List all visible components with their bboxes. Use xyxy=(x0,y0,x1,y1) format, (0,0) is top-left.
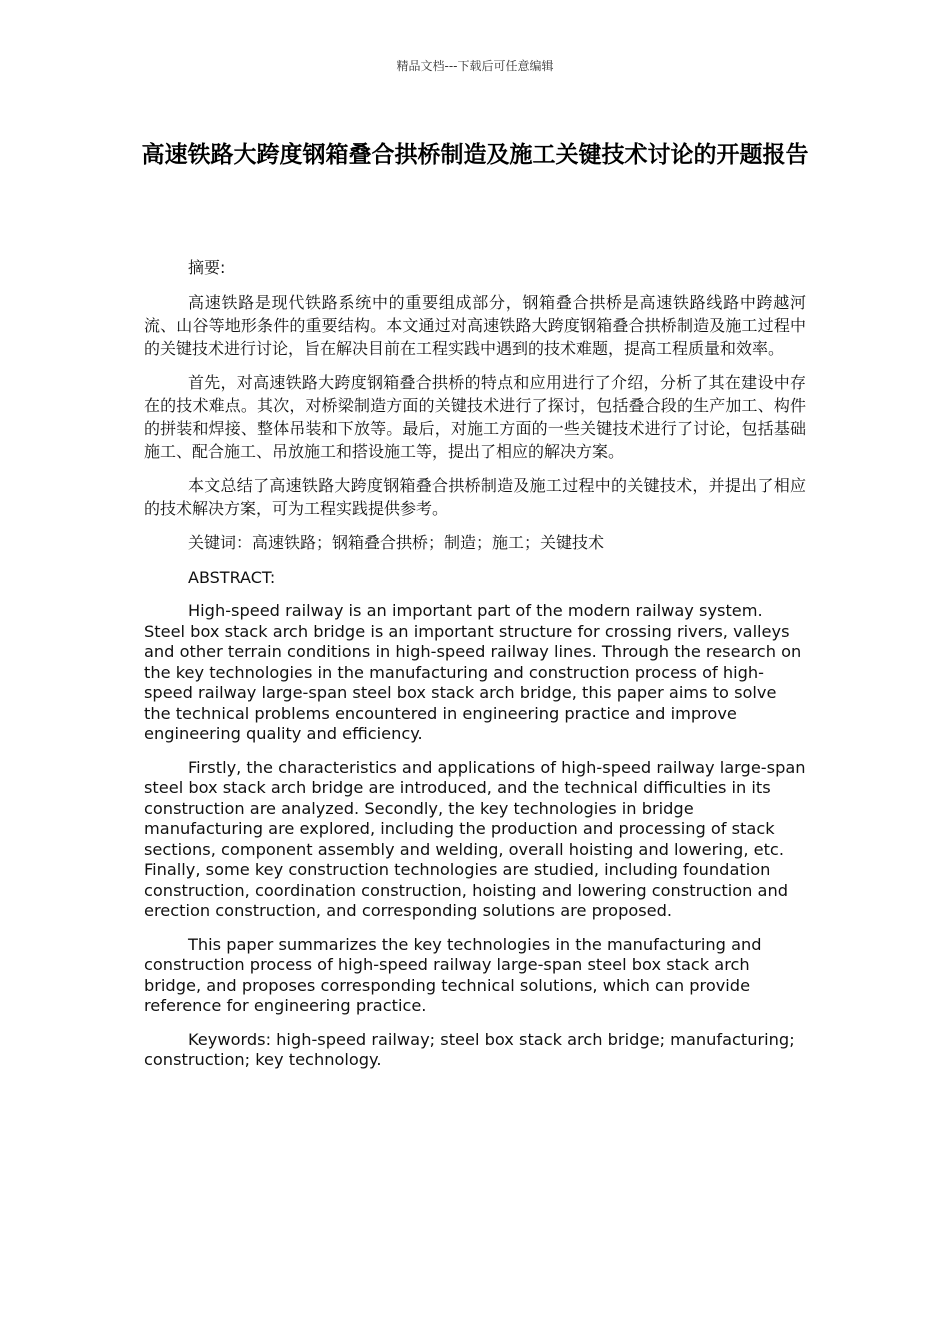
document-body xyxy=(144,256,806,1084)
abstract-cn-paragraph-1: 高速铁路是现代铁路系统中的重要组成部分，钢箱叠合拱桥是高速铁路线路中跨越河流、山谷等地形条件的重要结构。本文通过对高速铁路大跨度钢箱叠合拱桥制造及施工过程中的关键技术进行讨论，旨在解决目前在工程实践中遇到的技术难题，提高工程质量和效率。 xyxy=(144,293,806,358)
abstract-cn-label: 摘要: xyxy=(188,258,226,277)
abstract-cn-paragraph-2: 首先，对高速铁路大跨度钢箱叠合拱桥的特点和应用进行了介绍，分析了其在建设中存在的技术难点。其次，对桥梁制造方面的关键技术进行了探讨，包括叠合段的生产加工、构件的拼装和焊接、整体吊装和下放等。最后，对施工方面的一些关键技术进行了讨论，包括基础施工、配合施工、吊放施工和搭设施工等，提出了相应的解决方案。 xyxy=(144,373,806,461)
abstract-en-paragraph-2: Firstly, the characteristics and applications of high-speed railway large-span steel box stack arch bridge are introduced, and the technical difficulties in its construction are analyzed. Secondly, the key technologies in bridge manufacturing are explored, including the production and processing of stack sections, component assembly and welding, overall hoisting and lowering, etc. Finally, some key construction technologies are studied, including foundation construction, coordination construction, hoisting and lowering construction and erection construction, and corresponding solutions are proposed. xyxy=(144,757,806,920)
keywords-cn: 关键词：高速铁路；钢箱叠合拱桥；制造；施工；关键技术 xyxy=(188,533,605,552)
abstract-en-paragraph-3: This paper summarizes the key technologies in the manufacturing and construction process of high-speed railway large-span steel box stack arch bridge, and proposes corresponding technical solutions, which can provide reference for engineering practice. xyxy=(144,934,762,1015)
header-note: 精品文档---下载后可任意编辑 xyxy=(396,59,554,73)
abstract-cn-paragraph-3: 本文总结了高速铁路大跨度钢箱叠合拱桥制造及施工过程中的关键技术，并提出了相应的技术解决方案，可为工程实践提供参考。 xyxy=(144,476,806,518)
document-title: 高速铁路大跨度钢箱叠合拱桥制造及施工关键技术讨论的开题报告 xyxy=(141,142,809,168)
abstract-en-label: ABSTRACT: xyxy=(188,568,276,587)
abstract-en-paragraph-1: High-speed railway is an important part of the modern railway system. Steel box stack arch bridge is an important structure for crossing rivers, valleys and other terrain conditions in high-speed railway lines. Through the research on the key technologies in the manufacturing and construction process of high-speed railway large-span steel box stack arch bridge, this paper aims to solve the technical problems encountered in engineering practice and improve engineering quality and efficiency. xyxy=(144,601,802,743)
keywords-en: Keywords: high-speed railway; steel box stack arch bridge; manufacturing; construction; key technology. xyxy=(144,1029,795,1069)
